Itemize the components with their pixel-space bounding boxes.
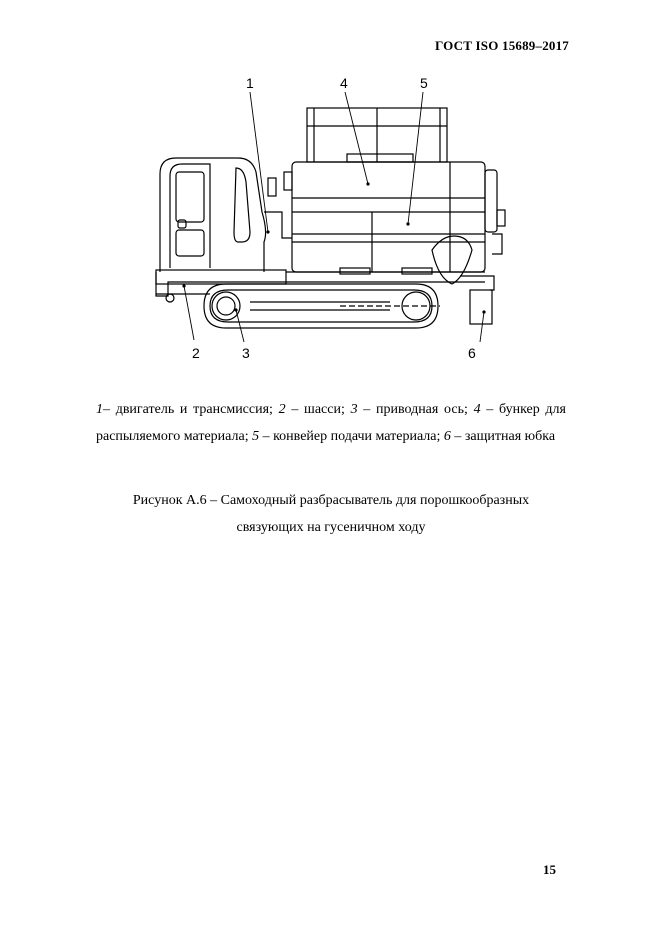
callout-4: 4 [340, 75, 348, 91]
crawler-track [204, 284, 440, 328]
legend-num-4: 4 [473, 402, 481, 417]
legend-text-4: – бункер для распыляемого материала; [96, 402, 566, 444]
callout-dot-3 [234, 308, 237, 311]
callout-dot-5 [406, 222, 409, 225]
legend-text-5: – конвейер подачи материала; [259, 429, 444, 444]
callout-dot-2 [182, 284, 185, 287]
legend-num-2: 2 [278, 402, 286, 417]
legend-text-3: – приводная ось; [357, 402, 474, 417]
spreader-figure [140, 72, 530, 372]
legend-num-6: 6 [443, 429, 451, 444]
callout-dot-1 [266, 230, 269, 233]
legend-text-1: – двигатель и трансмиссия; [103, 402, 279, 417]
callout-5: 5 [420, 75, 428, 91]
callout-dot-6 [482, 310, 485, 313]
legend-text-6: – защитная юбка [450, 429, 556, 444]
figure-title [96, 487, 566, 541]
legend-num-5: 5 [252, 429, 260, 444]
figure-legend [96, 396, 566, 450]
figure-title-line-1: Рисунок А.6 – Самоходный разбрасыватель для порошкообразных [132, 493, 530, 508]
legend-num-3: 3 [350, 402, 358, 417]
callout-1: 1 [246, 75, 254, 91]
figure-title-line-2: связующих на гусеничном ходу [236, 520, 426, 535]
callout-3: 3 [242, 345, 250, 361]
callout-2: 2 [192, 345, 200, 361]
callout-dot-4 [366, 182, 369, 185]
callout-leaders [184, 92, 484, 342]
callout-6: 6 [468, 345, 476, 361]
tracked-spreader-drawing [140, 72, 530, 372]
document-standard-code: ГОСТ ISO 15689–2017 [435, 38, 569, 53]
spreader-body [284, 154, 505, 272]
cabin [156, 158, 485, 296]
page-number: 15 [543, 862, 556, 877]
legend-text-2: – шасси; [285, 402, 351, 417]
legend-num-1: 1 [96, 402, 103, 417]
